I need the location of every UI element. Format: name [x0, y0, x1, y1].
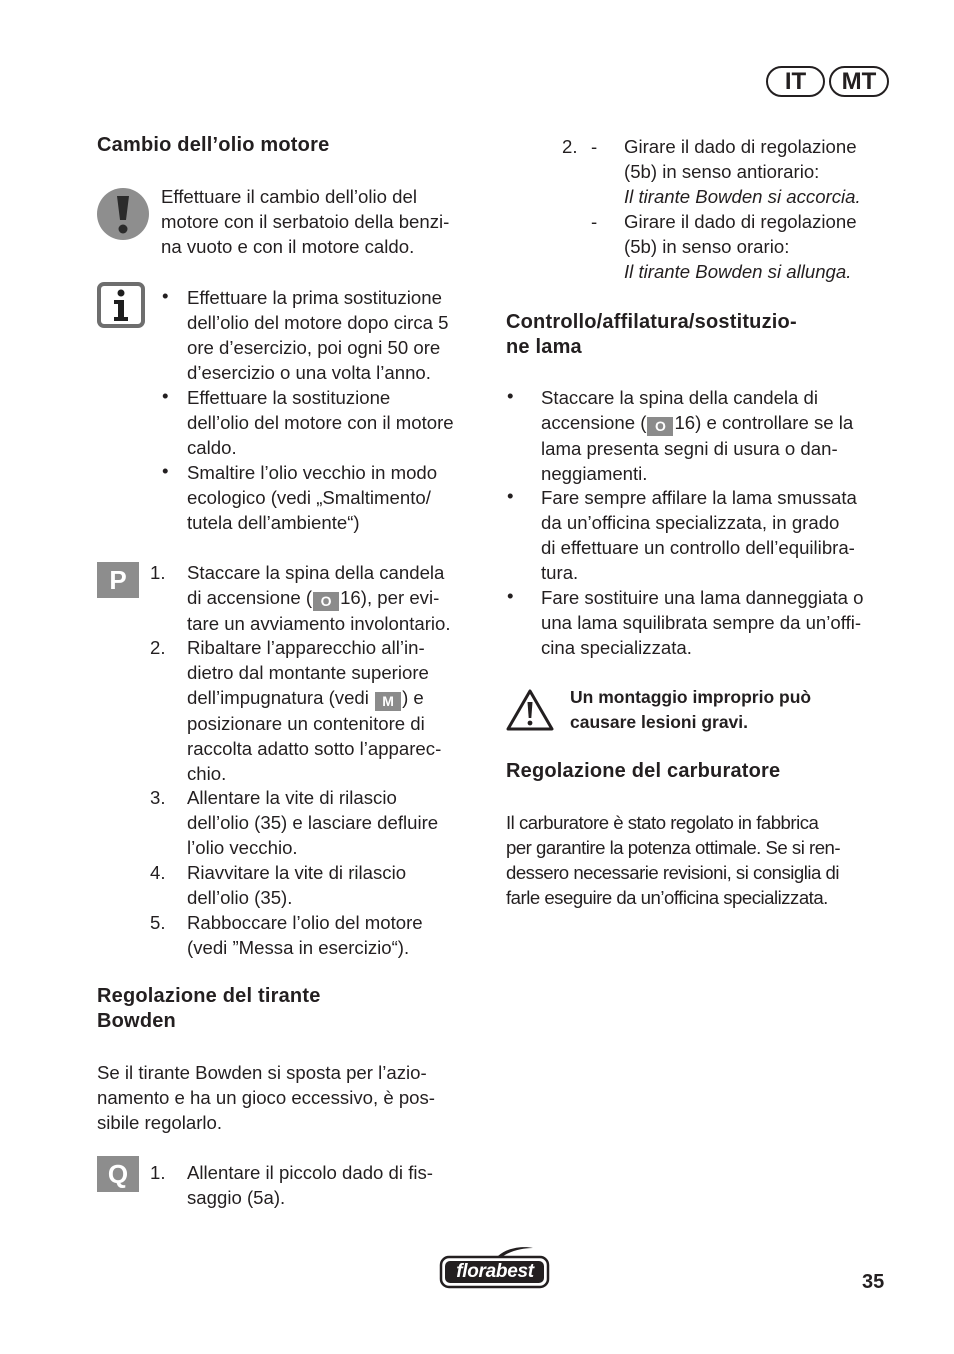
bullet-marker: •	[162, 460, 169, 481]
oil-change-bullet-2: Effettuare la sostituzione dell’olio del motore con il motore caldo.	[187, 387, 454, 458]
oil-step-4: Riavvitare la vite di rilascio dell’olio (35).	[187, 862, 407, 908]
info-icon	[97, 282, 145, 328]
step-number: 2.	[562, 136, 578, 157]
step-letter-q: Q	[97, 1156, 139, 1192]
oil-step-2: Ribaltare l’apparecchio all’in- dietro dal montante superiore dell’impugnatura (vedi M ) e posizionare un contenitore di raccolta adatto sotto l’apparec- chio.	[187, 637, 442, 784]
step-number: 1.	[150, 562, 166, 583]
bowden-step-2-item-1: Girare il dado di regolazione (5b) in senso antiorario: Il tirante Bowden si accorcia.	[624, 136, 861, 207]
oil-change-bullet-1: Effettuare la prima sostituzione dell’olio del motore dopo circa 5 ore d’esercizio, poi ogni 50 ore d’esercizio o una volta l’anno.	[187, 287, 449, 383]
carburetor-text: Il carburatore è stato regolato in fabbrica per garantire la potenza ottimale. Se si ren- dessero necessarie revisioni, si consiglia di farle eseguire da un’officina specializzata.	[506, 812, 841, 908]
figure-ref-o: O	[647, 417, 673, 436]
blade-bullet-3: Fare sostituire una lama danneggiata o una lama squilibrata sempre da un’offi- cina specializzata.	[541, 587, 864, 658]
oil-step-3: Allentare la vite di rilascio dell’olio (35) e lasciare defluire l’olio vecchio.	[187, 787, 439, 858]
oil-step-1: Staccare la spina della candela di accensione ( O 16), per evi- tare un avviamento involontario.	[187, 562, 451, 634]
section-title-carburetor: Regolazione del carburatore	[506, 760, 781, 782]
oil-change-notice: Effettuare il cambio dell’olio del motore con il serbatoio della benzi- na vuoto e con il motore caldo.	[161, 186, 450, 257]
logo-wordmark: florabest	[456, 1261, 534, 1282]
dash-marker: -	[591, 211, 598, 232]
step-number: 5.	[150, 912, 166, 933]
section-title-bowden: Regolazione del tirante Bowden	[97, 985, 321, 1032]
bowden-intro: Se il tirante Bowden si sposta per l’azio- namento e ha un gioco eccessivo, è pos- sibile regolarlo.	[97, 1062, 435, 1133]
bullet-marker: •	[162, 385, 169, 406]
lang-badge-mt: MT	[829, 66, 889, 97]
bullet-marker: •	[507, 385, 514, 406]
bowden-step-1: Allentare il piccolo dado di fis- saggio (5a).	[187, 1162, 433, 1208]
florabest-logo	[438, 1244, 551, 1290]
page-number: 35	[862, 1271, 885, 1293]
warning-text: Un montaggio improprio può causare lesioni gravi.	[570, 687, 812, 732]
bowden-step-2-item-2: Girare il dado di regolazione (5b) in senso orario: Il tirante Bowden si allunga.	[624, 211, 857, 282]
bullet-marker: •	[507, 485, 514, 506]
step-number: 2.	[150, 637, 166, 658]
step-letter-p: P	[97, 562, 139, 598]
step-number: 4.	[150, 862, 166, 883]
bullet-marker: •	[507, 585, 514, 606]
exclamation-icon	[96, 187, 150, 241]
blade-bullet-2: Fare sempre affilare la lama smussata da un’officina specializzata, in grado di effettuare un controllo dell’equilibra- tura.	[541, 487, 857, 583]
blade-bullet-1: Staccare la spina della candela di accensione ( O 16) e controllare se la lama presenta segni di usura o dan- neggiamenti.	[541, 387, 854, 484]
figure-ref-o: O	[313, 592, 339, 611]
oil-step-5: Rabboccare l’olio del motore (vedi ”Messa in esercizio“).	[187, 912, 423, 958]
oil-change-bullet-3: Smaltire l’olio vecchio in modo ecologico (vedi „Smaltimento/ tutela dell’ambiente“)	[187, 462, 438, 533]
step-number: 1.	[150, 1162, 166, 1183]
bullet-marker: •	[162, 285, 169, 306]
warning-triangle-icon	[506, 688, 554, 732]
dash-marker: -	[591, 136, 598, 157]
lang-badge-it: IT	[766, 66, 825, 97]
section-title-blade: Controllo/affilatura/sostituzio- ne lama	[506, 311, 797, 358]
figure-ref-m: M	[375, 692, 401, 711]
section-title-oil-change: Cambio dell’olio motore	[97, 134, 330, 156]
step-number: 3.	[150, 787, 166, 808]
